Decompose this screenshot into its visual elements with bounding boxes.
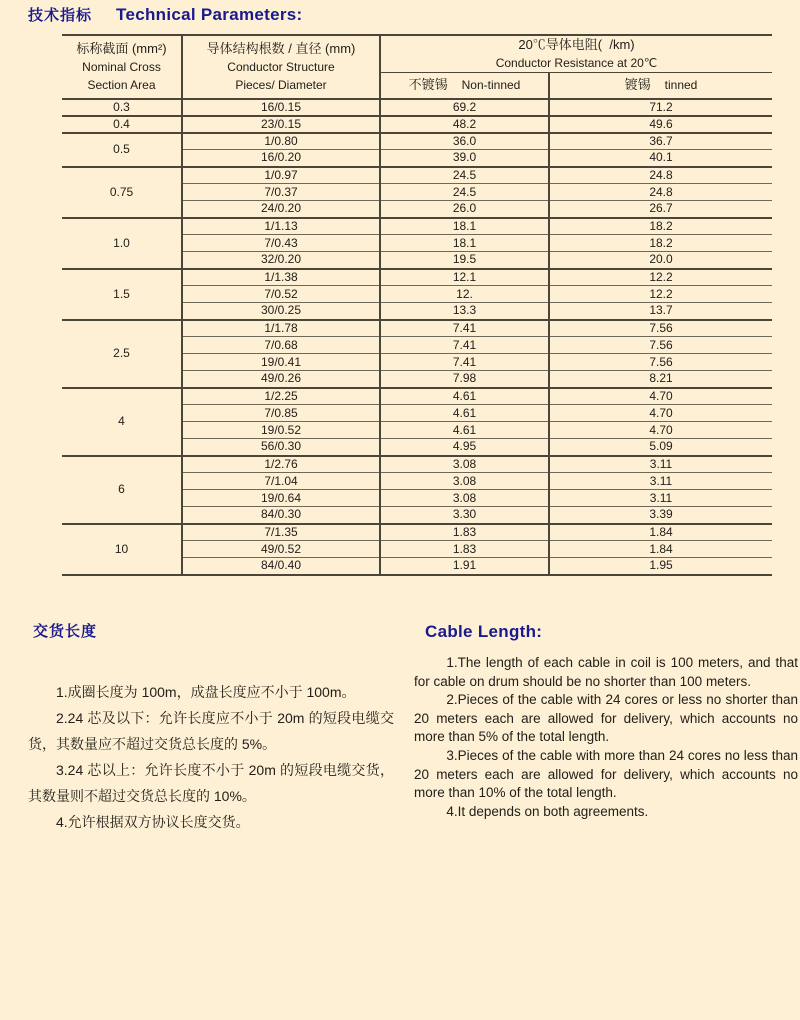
conductor-structure-cell: 7/0.37: [182, 184, 380, 201]
nominal-cross-section-cell: 0.3: [62, 99, 182, 116]
conductor-structure-cell: 7/0.85: [182, 405, 380, 422]
tinned-resistance-cell: 1.84: [549, 541, 772, 558]
tinned-resistance-cell: 1.84: [549, 524, 772, 541]
non-tinned-resistance-cell: 24.5: [380, 167, 549, 184]
cable-length-section-en: [414, 622, 798, 821]
conductor-structure-cell: 19/0.52: [182, 422, 380, 439]
delivery-zh-paragraph: 3.24 芯以上：允许长度不小于 20m 的短段电缆交货，其数量则不超过交货总长度的 10%。: [28, 762, 394, 804]
conductor-structure-cell: 23/0.15: [182, 116, 380, 133]
tinned-resistance-cell: 24.8: [549, 184, 772, 201]
delivery-length-heading-zh: 交货长度: [33, 623, 98, 640]
header-resistance-en: Conductor Resistance at 20℃: [495, 56, 658, 70]
conductor-structure-cell: 7/1.35: [182, 524, 380, 541]
page-title-zh: 技术指标: [28, 7, 93, 24]
nominal-cross-section-cell: 4: [62, 388, 182, 456]
non-tinned-resistance-cell: 1.83: [380, 541, 549, 558]
non-tinned-resistance-cell: 12.1: [380, 269, 549, 286]
tinned-resistance-cell: 49.6: [549, 116, 772, 133]
header-nominal-en-2: Section Area: [87, 77, 156, 92]
header-non-tinned-en: Non-tinned: [461, 78, 521, 93]
cable-length-en-paragraph: 4.It depends on both agreements.: [446, 803, 649, 819]
delivery-zh-paragraph: 4.允许根据双方协议长度交货。: [56, 814, 250, 830]
nominal-cross-section-cell: 10: [62, 524, 182, 575]
non-tinned-resistance-cell: 4.61: [380, 422, 549, 439]
non-tinned-resistance-cell: 12.: [380, 286, 549, 303]
header-structure-en-2: Pieces/ Diameter: [235, 77, 327, 92]
non-tinned-resistance-cell: 19.5: [380, 252, 549, 269]
table-row: [62, 133, 772, 150]
conductor-structure-cell: 49/0.52: [182, 541, 380, 558]
nominal-cross-section-cell: 2.5: [62, 320, 182, 388]
tinned-resistance-cell: 7.56: [549, 320, 772, 337]
page-title: [28, 4, 302, 25]
conductor-structure-cell: 1/1.38: [182, 269, 380, 286]
non-tinned-resistance-cell: 4.61: [380, 388, 549, 405]
tinned-resistance-cell: 12.2: [549, 286, 772, 303]
tinned-resistance-cell: 3.39: [549, 507, 772, 524]
conductor-structure-cell: 1/2.76: [182, 456, 380, 473]
conductor-structure-cell: 7/0.68: [182, 337, 380, 354]
cable-length-en-paragraph: 1.The length of each cable in coil is 100 meters, and that for cable on drum should be no shorter than 100 meters.: [414, 655, 798, 689]
delivery-zh-paragraph: 2.24 芯及以下：允许长度应不小于 20m 的短段电缆交货，其数量应不超过交货总长度的 5%。: [28, 710, 394, 752]
table-row: [62, 218, 772, 235]
tinned-resistance-cell: 20.0: [549, 252, 772, 269]
header-conductor-resistance: [380, 35, 772, 73]
table-row: [62, 524, 772, 541]
tinned-resistance-cell: 40.1: [549, 150, 772, 167]
non-tinned-resistance-cell: 7.41: [380, 337, 549, 354]
non-tinned-resistance-cell: 13.3: [380, 303, 549, 320]
header-structure-en-1: Conductor Structure: [227, 59, 335, 74]
delivery-length-section-zh: [28, 620, 394, 835]
tinned-resistance-cell: 4.70: [549, 405, 772, 422]
cable-length-en-paragraph: 2.Pieces of the cable with 24 cores or less no shorter than 20 meters each are allowed for delivery, which accounts no more than 5% of the total length.: [414, 692, 798, 745]
tinned-resistance-cell: 13.7: [549, 303, 772, 320]
header-nominal-en-1: Nominal Cross: [82, 59, 161, 74]
conductor-structure-cell: 56/0.30: [182, 439, 380, 456]
header-tinned-en: tinned: [664, 78, 698, 93]
header-resistance-zh: 20℃导体电阻( /km): [518, 37, 635, 52]
table-row: [62, 99, 772, 116]
cable-length-en-paragraph: 3.Pieces of the cable with more than 24 cores no less than 20 meters each are allowed for delivery, which accounts no more than 10% of the total length.: [414, 747, 798, 801]
non-tinned-resistance-cell: 18.1: [380, 218, 549, 235]
header-structure-zh: 导体结构根数 / 直径 (mm): [206, 40, 356, 56]
nominal-cross-section-cell: 1.0: [62, 218, 182, 269]
delivery-zh-paragraph: 1.成圈长度为 100m，成盘长度应不小于 100m。: [56, 684, 356, 700]
conductor-structure-cell: 1/1.13: [182, 218, 380, 235]
table-row: [62, 167, 772, 184]
non-tinned-resistance-cell: 26.0: [380, 201, 549, 218]
non-tinned-resistance-cell: 3.08: [380, 490, 549, 507]
cable-length-heading-en: Cable Length:: [425, 622, 543, 641]
conductor-structure-cell: 19/0.64: [182, 490, 380, 507]
non-tinned-resistance-cell: 18.1: [380, 235, 549, 252]
table-row: [62, 456, 772, 473]
non-tinned-resistance-cell: 3.30: [380, 507, 549, 524]
header-conductor-structure: [182, 35, 380, 99]
technical-parameters-table: [62, 34, 772, 576]
non-tinned-resistance-cell: 4.61: [380, 405, 549, 422]
conductor-structure-cell: 84/0.40: [182, 558, 380, 575]
header-nominal-zh: 标称截面 (mm²): [76, 40, 167, 56]
conductor-structure-cell: 24/0.20: [182, 201, 380, 218]
conductor-structure-cell: 7/1.04: [182, 473, 380, 490]
table-row: [62, 116, 772, 133]
non-tinned-resistance-cell: 4.95: [380, 439, 549, 456]
header-tinned-zh: 镀锡: [624, 77, 651, 93]
nominal-cross-section-cell: 0.5: [62, 133, 182, 167]
table-header-row: [62, 35, 772, 73]
tinned-resistance-cell: 5.09: [549, 439, 772, 456]
conductor-structure-cell: 1/1.78: [182, 320, 380, 337]
tinned-resistance-cell: 1.95: [549, 558, 772, 575]
nominal-cross-section-cell: 6: [62, 456, 182, 524]
non-tinned-resistance-cell: 7.41: [380, 320, 549, 337]
header-non-tinned-zh: 不镀锡: [408, 77, 448, 93]
conductor-structure-cell: 30/0.25: [182, 303, 380, 320]
tinned-resistance-cell: 3.11: [549, 473, 772, 490]
tinned-resistance-cell: 7.56: [549, 337, 772, 354]
non-tinned-resistance-cell: 24.5: [380, 184, 549, 201]
conductor-structure-cell: 1/2.25: [182, 388, 380, 405]
non-tinned-resistance-cell: 36.0: [380, 133, 549, 150]
conductor-structure-cell: 1/0.80: [182, 133, 380, 150]
conductor-structure-cell: 49/0.26: [182, 371, 380, 388]
conductor-structure-cell: 16/0.20: [182, 150, 380, 167]
conductor-structure-cell: 7/0.52: [182, 286, 380, 303]
tinned-resistance-cell: 3.11: [549, 456, 772, 473]
nominal-cross-section-cell: 0.75: [62, 167, 182, 218]
nominal-cross-section-cell: 1.5: [62, 269, 182, 320]
table-row: [62, 320, 772, 337]
tinned-resistance-cell: 18.2: [549, 218, 772, 235]
conductor-structure-cell: 7/0.43: [182, 235, 380, 252]
tinned-resistance-cell: 7.56: [549, 354, 772, 371]
tinned-resistance-cell: 24.8: [549, 167, 772, 184]
non-tinned-resistance-cell: 48.2: [380, 116, 549, 133]
non-tinned-resistance-cell: 39.0: [380, 150, 549, 167]
tinned-resistance-cell: 71.2: [549, 99, 772, 116]
tinned-resistance-cell: 4.70: [549, 388, 772, 405]
non-tinned-resistance-cell: 69.2: [380, 99, 549, 116]
non-tinned-resistance-cell: 3.08: [380, 456, 549, 473]
page-title-en: Technical Parameters:: [116, 5, 303, 24]
tinned-resistance-cell: 36.7: [549, 133, 772, 150]
conductor-structure-cell: 16/0.15: [182, 99, 380, 116]
conductor-structure-cell: 1/0.97: [182, 167, 380, 184]
non-tinned-resistance-cell: 7.41: [380, 354, 549, 371]
non-tinned-resistance-cell: 7.98: [380, 371, 549, 388]
tinned-resistance-cell: 12.2: [549, 269, 772, 286]
tinned-resistance-cell: 26.7: [549, 201, 772, 218]
non-tinned-resistance-cell: 3.08: [380, 473, 549, 490]
tinned-resistance-cell: 18.2: [549, 235, 772, 252]
nominal-cross-section-cell: 0.4: [62, 116, 182, 133]
table-row: [62, 269, 772, 286]
conductor-structure-cell: 84/0.30: [182, 507, 380, 524]
header-non-tinned: [380, 73, 549, 99]
tinned-resistance-cell: 3.11: [549, 490, 772, 507]
non-tinned-resistance-cell: 1.83: [380, 524, 549, 541]
header-tinned: [549, 73, 772, 99]
non-tinned-resistance-cell: 1.91: [380, 558, 549, 575]
tinned-resistance-cell: 4.70: [549, 422, 772, 439]
conductor-structure-cell: 19/0.41: [182, 354, 380, 371]
conductor-structure-cell: 32/0.20: [182, 252, 380, 269]
header-nominal-cross-section: [62, 35, 182, 99]
table-row: [62, 388, 772, 405]
tinned-resistance-cell: 8.21: [549, 371, 772, 388]
